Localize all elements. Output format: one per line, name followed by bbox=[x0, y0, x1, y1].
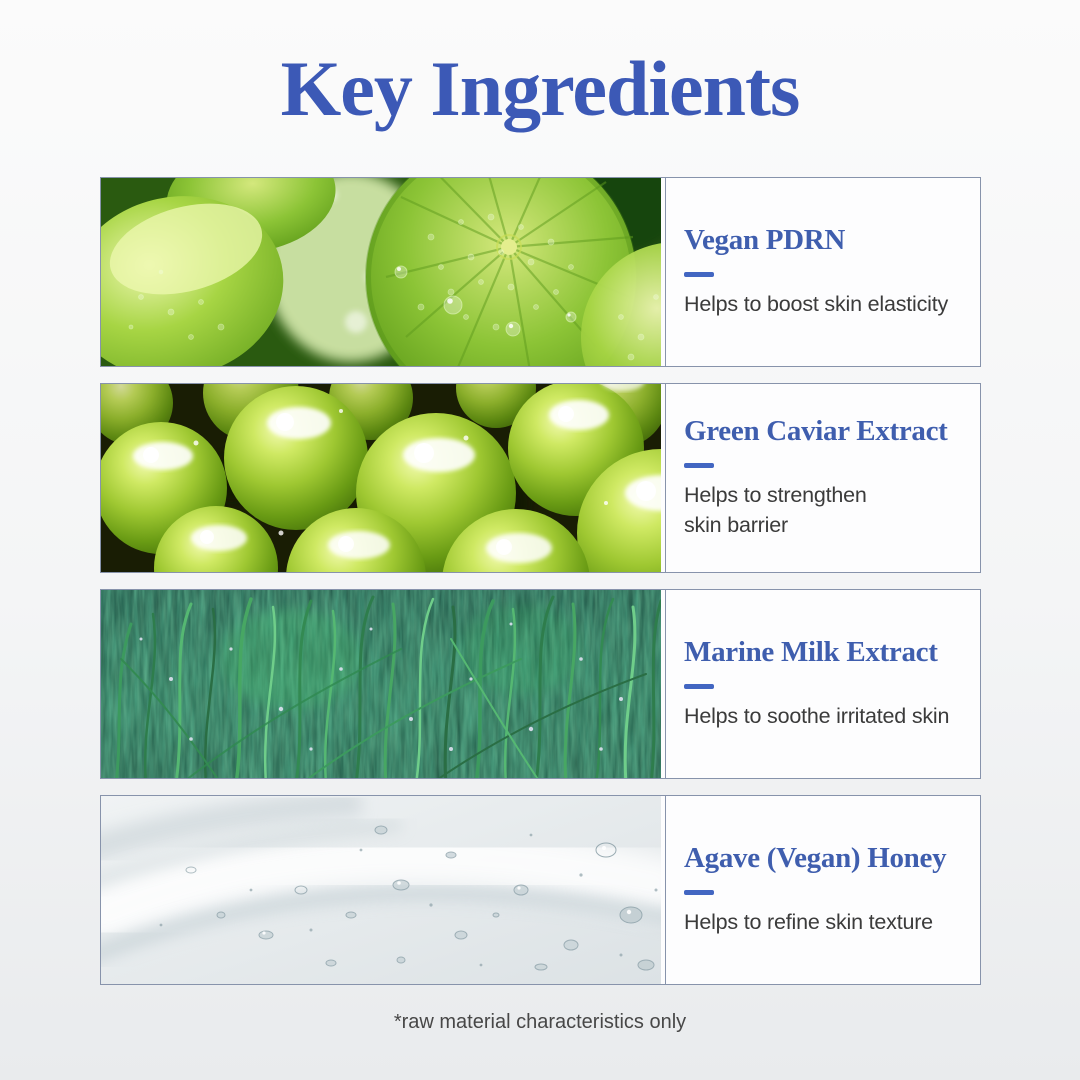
ingredient-name: Marine Milk Extract bbox=[684, 636, 938, 669]
ingredient-panel bbox=[666, 384, 980, 572]
ingredient-list bbox=[100, 177, 981, 985]
ingredient-row bbox=[100, 383, 981, 573]
ingredient-name: Agave (Vegan) Honey bbox=[684, 842, 947, 875]
accent-dash bbox=[684, 463, 714, 468]
photo-centella-leaves-image bbox=[101, 178, 661, 366]
ingredient-panel bbox=[666, 178, 980, 366]
ingredient-benefit: Helps to soothe irritated skin bbox=[684, 704, 950, 729]
ingredient-name: Vegan PDRN bbox=[684, 224, 846, 257]
accent-dash bbox=[684, 890, 714, 895]
photo-green-caviar-image bbox=[101, 384, 661, 572]
photo-gel-texture-image bbox=[101, 796, 661, 984]
ingredient-name: Green Caviar Extract bbox=[684, 415, 948, 448]
accent-dash bbox=[684, 684, 714, 689]
page-title: Key Ingredients bbox=[280, 45, 800, 132]
ingredient-benefit: Helps to refine skin texture bbox=[684, 910, 933, 935]
footnote: *raw material characteristics only bbox=[393, 1010, 687, 1033]
accent-dash bbox=[684, 272, 714, 277]
ingredient-row bbox=[100, 795, 981, 985]
photo-marine-grass-image bbox=[101, 590, 661, 778]
ingredient-row bbox=[100, 589, 981, 779]
ingredient-panel bbox=[666, 590, 980, 778]
ingredient-panel bbox=[666, 796, 980, 984]
ingredient-benefit: Helps to boost skin elasticity bbox=[684, 292, 949, 317]
ingredient-benefit: Helps to strengthen skin barrier bbox=[684, 483, 867, 537]
ingredient-row bbox=[100, 177, 981, 367]
